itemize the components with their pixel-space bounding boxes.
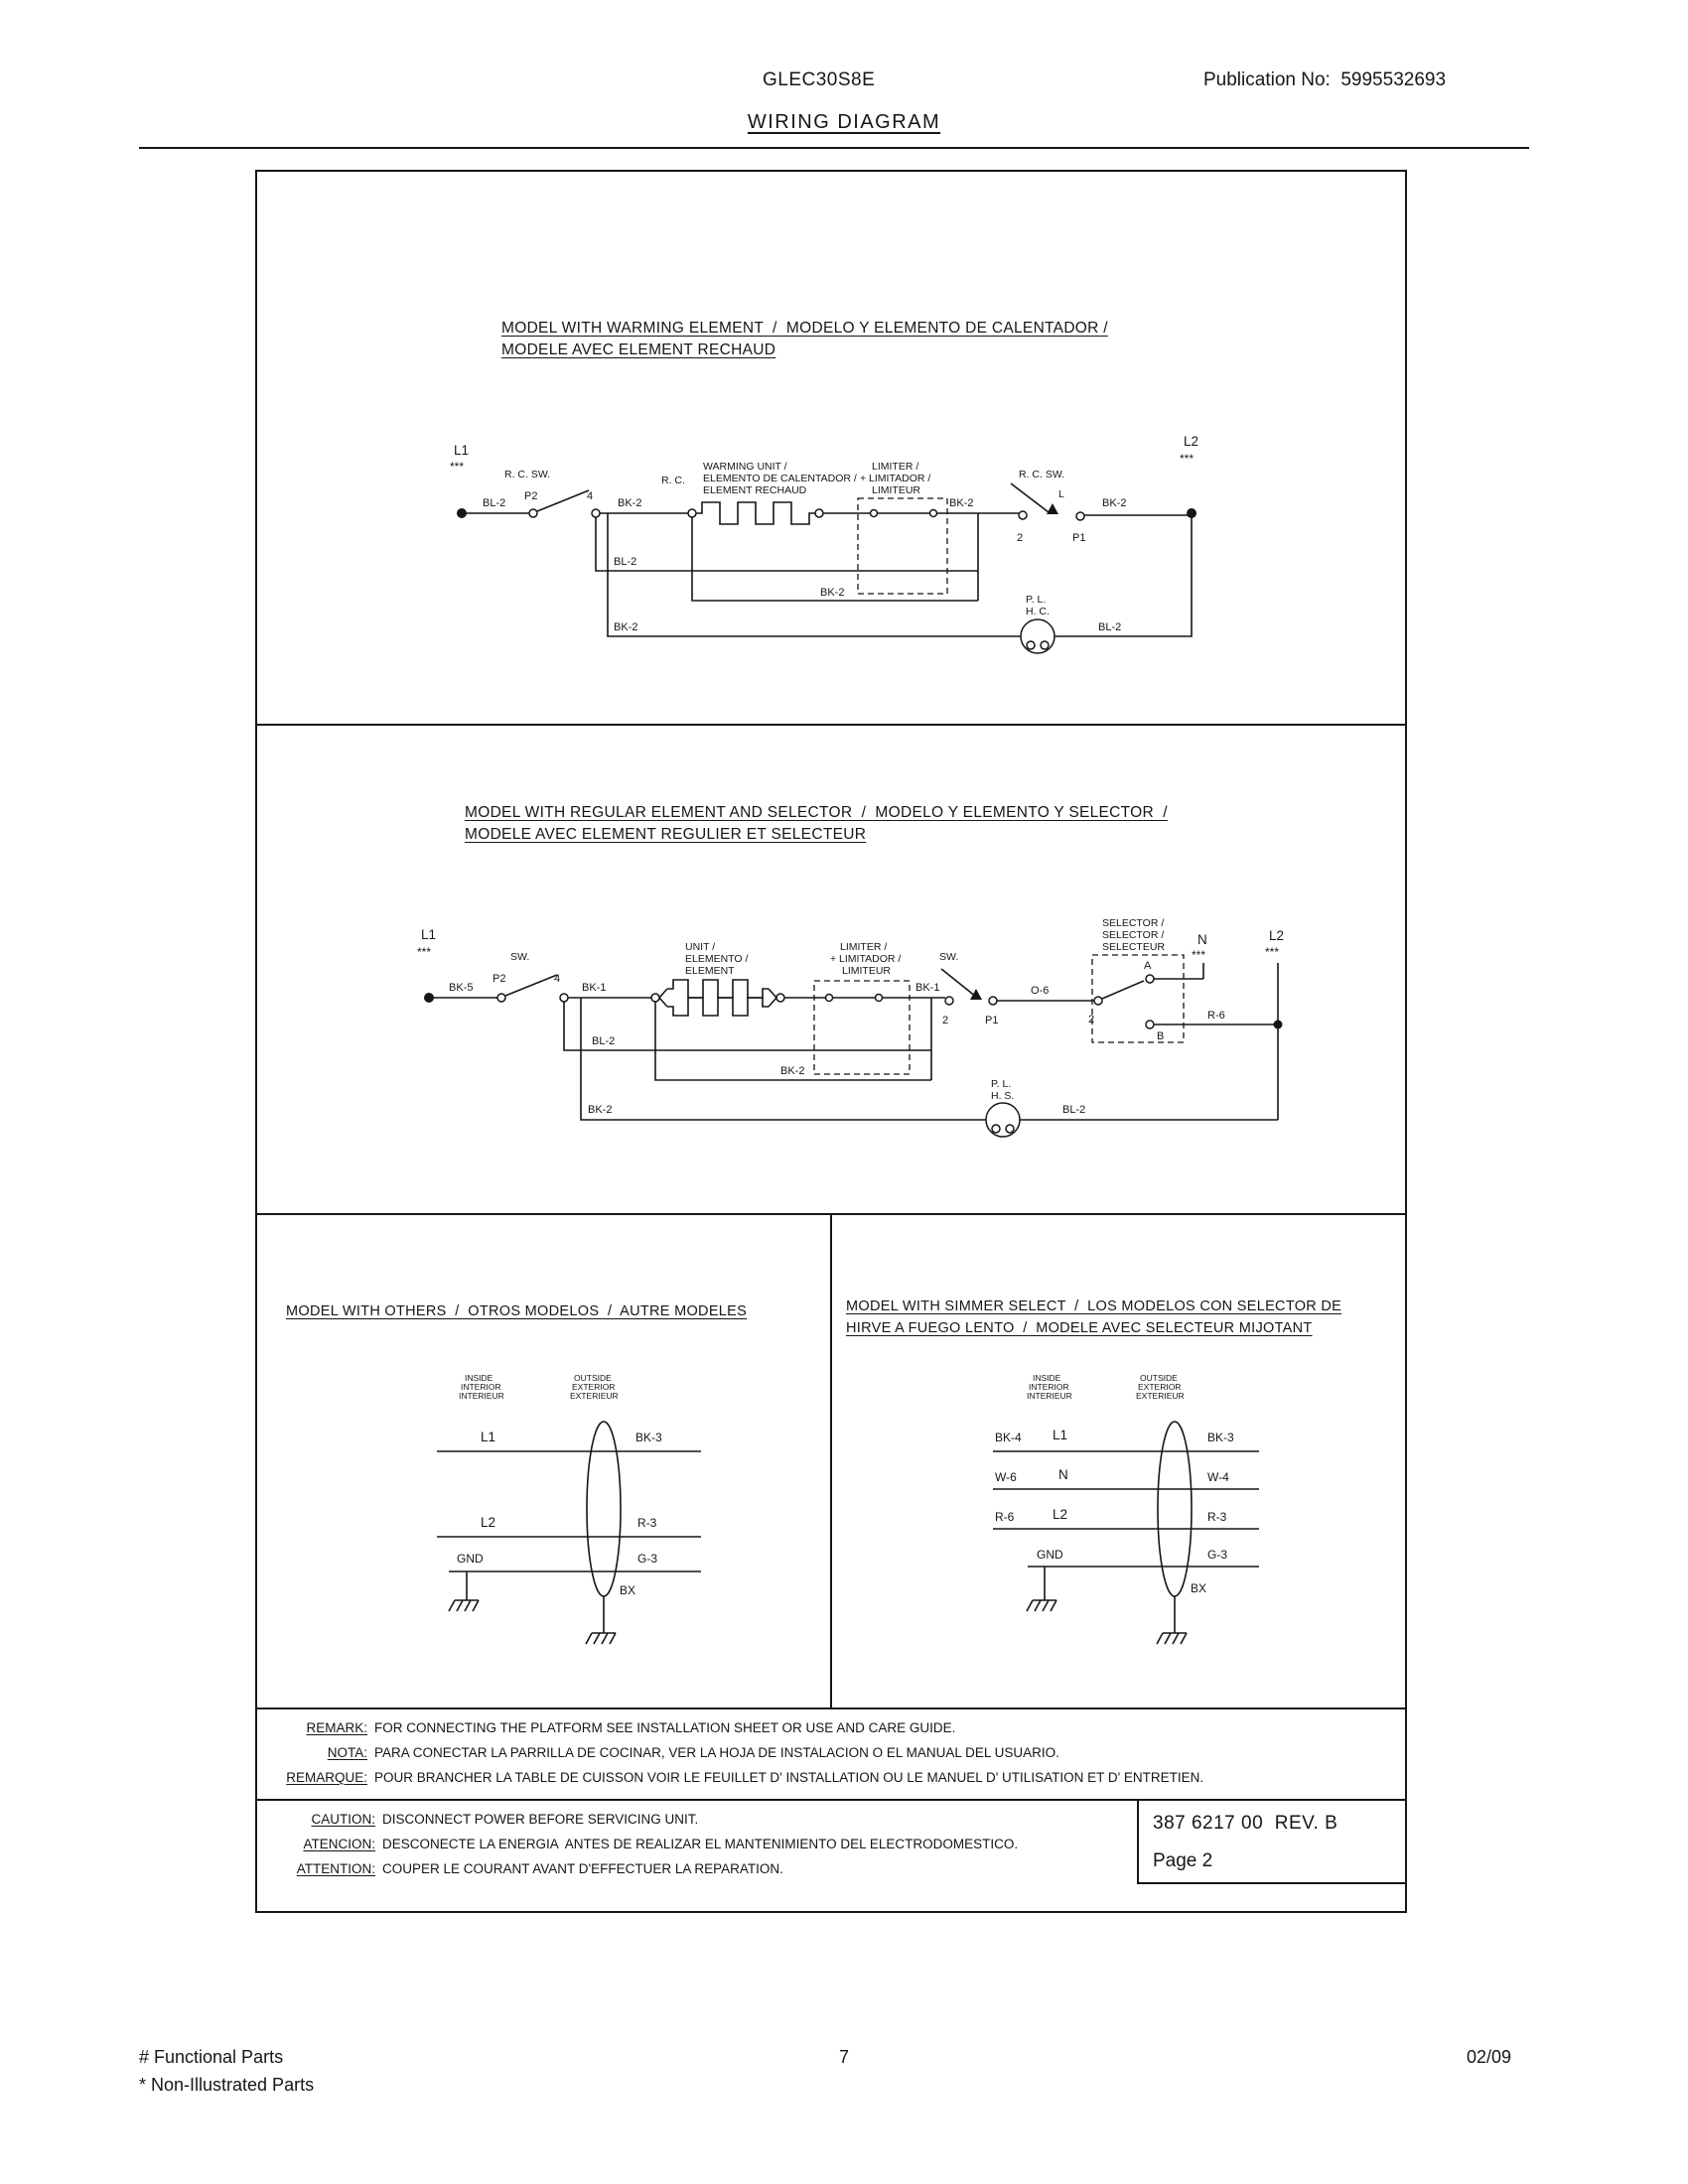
remark-row [268,1715,1203,1740]
s1-limiter-label2: + LIMITADOR / [860,473,931,484]
footnote-functional-parts: # Functional Parts [139,2047,284,2067]
s3r-bk4-label: BK-4 [995,1431,1022,1444]
s3l-l2-label: L2 [481,1515,496,1530]
atencion-label: ATENCION: [303,1837,375,1851]
publication-number: Publication No: 5995532693 [1203,69,1447,90]
s2-sw-left-label: SW. [510,951,530,963]
s1-bk2-loop-label: BK-2 [820,587,845,599]
s1-l2-stars: *** [1180,452,1195,466]
s1-limiter-label3: LIMITEUR [872,484,921,496]
s3l-l1-label: L1 [481,1430,496,1444]
s1-l-terminal-label: L [1058,488,1064,500]
atencion-text: DESCONECTE LA ENERGIA ANTES DE REALIZAR EL MANTENIMIENTO DEL ELECTRODOMESTICO. [382,1837,1019,1851]
simmer-select-title-line2: HIRVE A FUEGO LENTO / MODELE AVEC SELECTEUR MIJOTANT [846,1320,1313,1336]
s2-l1-label: L1 [421,927,437,942]
s2-bk1-label: BK-1 [915,982,940,994]
s3r-bx-label: BX [1191,1581,1207,1595]
page-title: WIRING DIAGRAM [747,111,941,133]
s2-pilot-light-label2: H. S. [991,1090,1015,1102]
caution-text: DISCONNECT POWER BEFORE SERVICING UNIT. [382,1812,699,1827]
caution-label: CAUTION: [311,1812,375,1827]
s1-bk2-bottom-label: BK-2 [614,621,638,633]
attention-text: COUPER LE COURANT AVANT D'EFFECTUER LA REPARATION. [382,1861,783,1876]
attention-row [280,1856,1018,1881]
s2-l2-stars: *** [1265,945,1280,959]
nota-text: PARA CONECTAR LA PARRILLA DE COCINAR, VER LA HOJA DE INSTALACION O EL MANUAL DEL USUARIO. [374,1745,1059,1760]
s2-n-label: N [1197,932,1207,947]
s3l-outside-label3: EXTERIEUR [570,1391,619,1401]
s2-sw-right-label: SW. [939,951,959,963]
remark-text: FOR CONNECTING THE PLATFORM SEE INSTALLATION SHEET OR USE AND CARE GUIDE. [374,1720,956,1735]
s2-l1-stars: *** [417,945,432,959]
s2-r6-label: R-6 [1207,1010,1225,1022]
s2-bk1-label: BK-1 [582,982,607,994]
s3r-inside-label3: INTERIEUR [1027,1391,1072,1401]
warming-element-title-line2: MODELE AVEC ELEMENT RECHAUD [501,341,776,358]
s3r-l1-label: L1 [1053,1428,1068,1442]
s1-rcsw-right-label: R. C. SW. [1019,469,1065,480]
s1-warming-unit-label2: ELEMENTO DE CALENTADOR / [703,473,857,484]
s2-selector-label3: SELECTEUR [1102,941,1166,953]
s2-bl2-bottom-label: BL-2 [1062,1104,1086,1116]
warming-element-title [501,318,1108,361]
s1-bl2-label: BL-2 [483,497,506,509]
s1-p2-label: P2 [524,490,538,502]
s2-limiter-label2: + LIMITADOR / [830,953,902,965]
remarque-text: POUR BRANCHER LA TABLE DE CUISSON VOIR LE FEUILLET D' INSTALLATION OU LE MANUEL D' UTILISATION ET D' ENTRETIEN. [374,1770,1204,1785]
footer-date: 02/09 [1467,2047,1512,2067]
part-number-box [1137,1799,1407,1884]
s2-unit-label2: ELEMENTO / [685,953,749,965]
model-number: GLEC30S8E [763,69,876,90]
atencion-row [280,1832,1018,1856]
s2-unit-label3: ELEMENT [685,965,735,977]
s1-l1-stars: *** [450,460,465,474]
s1-bl2-loop-label: BL-2 [614,556,637,568]
s3r-w6-label: W-6 [995,1470,1017,1484]
s1-l1-label: L1 [454,443,470,458]
s1-limiter-label1: LIMITER / [872,461,919,473]
s1-pilot-light-label2: H. C. [1026,606,1050,617]
section-divider-3 [257,1707,1405,1709]
part-number: 387 6217 00 REV. B [1153,1813,1338,1834]
header-rule [139,147,1529,149]
attention-label: ATTENTION: [296,1861,375,1876]
s2-selector-b-label: B [1157,1030,1165,1042]
s3r-n-label: N [1058,1467,1068,1482]
s3r-r6-label: R-6 [995,1510,1015,1524]
regular-element-title [465,802,1168,846]
s3r-g3-label: G-3 [1207,1548,1228,1562]
s2-selector-2-label: 2 [1088,1014,1095,1025]
s3l-inside-label2: INTERIOR [461,1382,501,1392]
s3r-gnd-label: GND [1037,1548,1063,1562]
s2-terminal2-label: 2 [942,1015,949,1026]
s1-rc-label: R. C. [661,475,685,486]
regular-element-title-line1: MODEL WITH REGULAR ELEMENT AND SELECTOR / MODELO Y ELEMENTO Y SELECTOR / [465,804,1168,821]
panel-divider [830,1213,832,1707]
nota-row [268,1740,1203,1765]
s3l-inside-label1: INSIDE [465,1373,493,1383]
caution-block [280,1807,1018,1881]
s1-warming-unit-label1: WARMING UNIT / [703,461,787,473]
s3l-bk3-label: BK-3 [635,1431,662,1444]
part-page: Page 2 [1153,1850,1213,1871]
s1-bk2-label: BK-2 [618,497,642,509]
remarque-row [268,1765,1203,1790]
s2-o6-label: O-6 [1031,985,1050,997]
s2-unit-label1: UNIT / [685,941,716,953]
s1-bk2-label: BK-2 [1102,497,1127,509]
s1-bl2-bottom-label: BL-2 [1098,621,1122,633]
regular-element-title-line2: MODELE AVEC ELEMENT REGULIER ET SELECTEUR [465,826,867,843]
s1-bk2-label: BK-2 [949,497,974,509]
s1-warming-unit-label3: ELEMENT RECHAUD [703,484,807,496]
s3r-bk3-label: BK-3 [1207,1431,1234,1444]
s2-p1-label: P1 [985,1015,999,1026]
s3r-l2-label: L2 [1053,1507,1068,1522]
s3r-w4-label: W-4 [1207,1470,1229,1484]
s3l-inside-label3: INTERIEUR [459,1391,504,1401]
caution-row [280,1807,1018,1832]
s2-bk5-label: BK-5 [449,982,474,994]
section-divider-1 [257,724,1405,726]
s2-bk2-bottom-label: BK-2 [588,1104,613,1116]
simmer-select-title-line1: MODEL WITH SIMMER SELECT / LOS MODELOS CON SELECTOR DE [846,1298,1342,1314]
s2-bl2-loop-label: BL-2 [592,1035,616,1047]
warming-element-title-line1: MODEL WITH WARMING ELEMENT / MODELO Y ELEMENTO DE CALENTADOR / [501,320,1108,337]
s1-terminal2-label: 2 [1017,532,1024,544]
s2-bk2-loop-label: BK-2 [780,1065,805,1077]
s2-pilot-light-label1: P. L. [991,1078,1012,1090]
s2-selector-label1: SELECTOR / [1102,917,1165,929]
remarque-label: REMARQUE: [286,1770,367,1785]
s2-limiter-label1: LIMITER / [840,941,888,953]
s1-terminal4-label: 4 [587,490,594,502]
nota-label: NOTA: [327,1745,367,1760]
s3l-g3-label: G-3 [637,1552,658,1566]
s1-l2-label: L2 [1184,434,1199,449]
remark-block [268,1715,1203,1790]
s3r-r3-label: R-3 [1207,1510,1227,1524]
s1-p1-label: P1 [1072,532,1086,544]
s2-l2-label: L2 [1269,928,1285,943]
s3l-gnd-label: GND [457,1552,484,1566]
simmer-select-title [846,1296,1341,1339]
s2-p2-label: P2 [492,973,506,985]
footnote-non-illustrated-parts: * Non-Illustrated Parts [139,2075,315,2095]
others-title [286,1300,747,1322]
footer-page-number: 7 [838,2047,849,2067]
s3r-outside-label2: EXTERIOR [1138,1382,1182,1392]
s1-rcsw-left-label: R. C. SW. [504,469,551,480]
s3l-r3-label: R-3 [637,1516,657,1530]
s3l-outside-label1: OUTSIDE [574,1373,612,1383]
s3r-outside-label3: EXTERIEUR [1136,1391,1185,1401]
s2-selector-label2: SELECTOR / [1102,929,1165,941]
s3l-bx-label: BX [620,1583,636,1597]
s3l-outside-label2: EXTERIOR [572,1382,616,1392]
others-title-line1: MODEL WITH OTHERS / OTROS MODELOS / AUTRE MODELES [286,1303,748,1319]
s2-terminal4-label: 4 [554,973,561,985]
s2-selector-a-label: A [1144,960,1152,972]
s1-pilot-light-label1: P. L. [1026,594,1047,606]
s3r-outside-label1: OUTSIDE [1140,1373,1178,1383]
s3r-inside-label2: INTERIOR [1029,1382,1069,1392]
remark-label: REMARK: [306,1720,367,1735]
s2-n-stars: *** [1192,948,1206,962]
s3r-inside-label1: INSIDE [1033,1373,1061,1383]
diagram-frame [255,170,1407,1913]
s2-limiter-label3: LIMITEUR [842,965,892,977]
